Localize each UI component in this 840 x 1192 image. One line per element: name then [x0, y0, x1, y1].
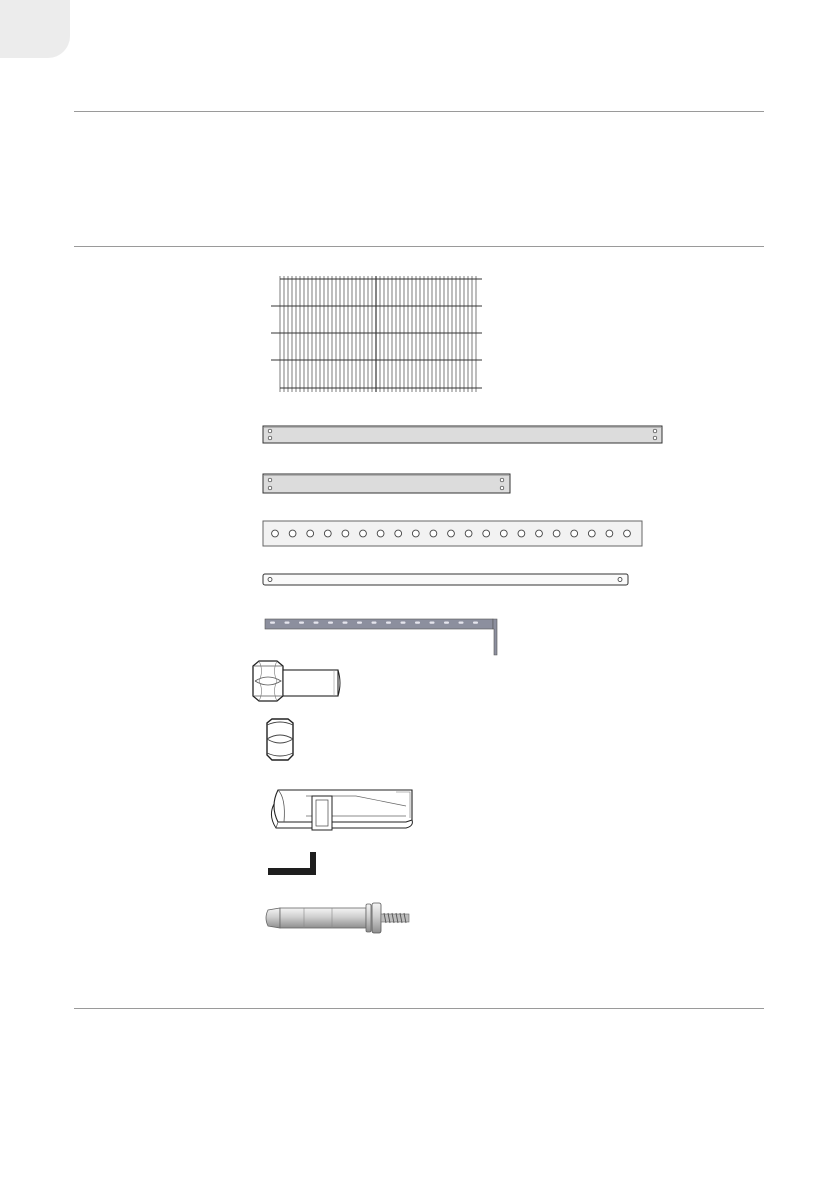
- section-divider-top: [74, 111, 764, 112]
- wire-mesh-panel-icon: [268, 276, 486, 394]
- section-divider-bottom: [74, 1008, 764, 1009]
- section-divider-middle: [74, 246, 764, 247]
- hex-nut-icon: [262, 717, 298, 763]
- angled-perforated-bracket-icon: [264, 615, 500, 657]
- mesh-clamp-icon: [266, 786, 418, 832]
- long-flat-bar-icon: [262, 425, 664, 445]
- language-tab: [0, 0, 70, 58]
- allen-key-icon: [266, 850, 318, 878]
- expansion-anchor-bolt-icon: [264, 900, 414, 936]
- short-flat-bar-icon: [262, 473, 512, 495]
- perforated-bar-icon: [262, 520, 644, 548]
- hex-bolt-icon: [250, 658, 344, 704]
- thin-strap-icon: [262, 573, 630, 587]
